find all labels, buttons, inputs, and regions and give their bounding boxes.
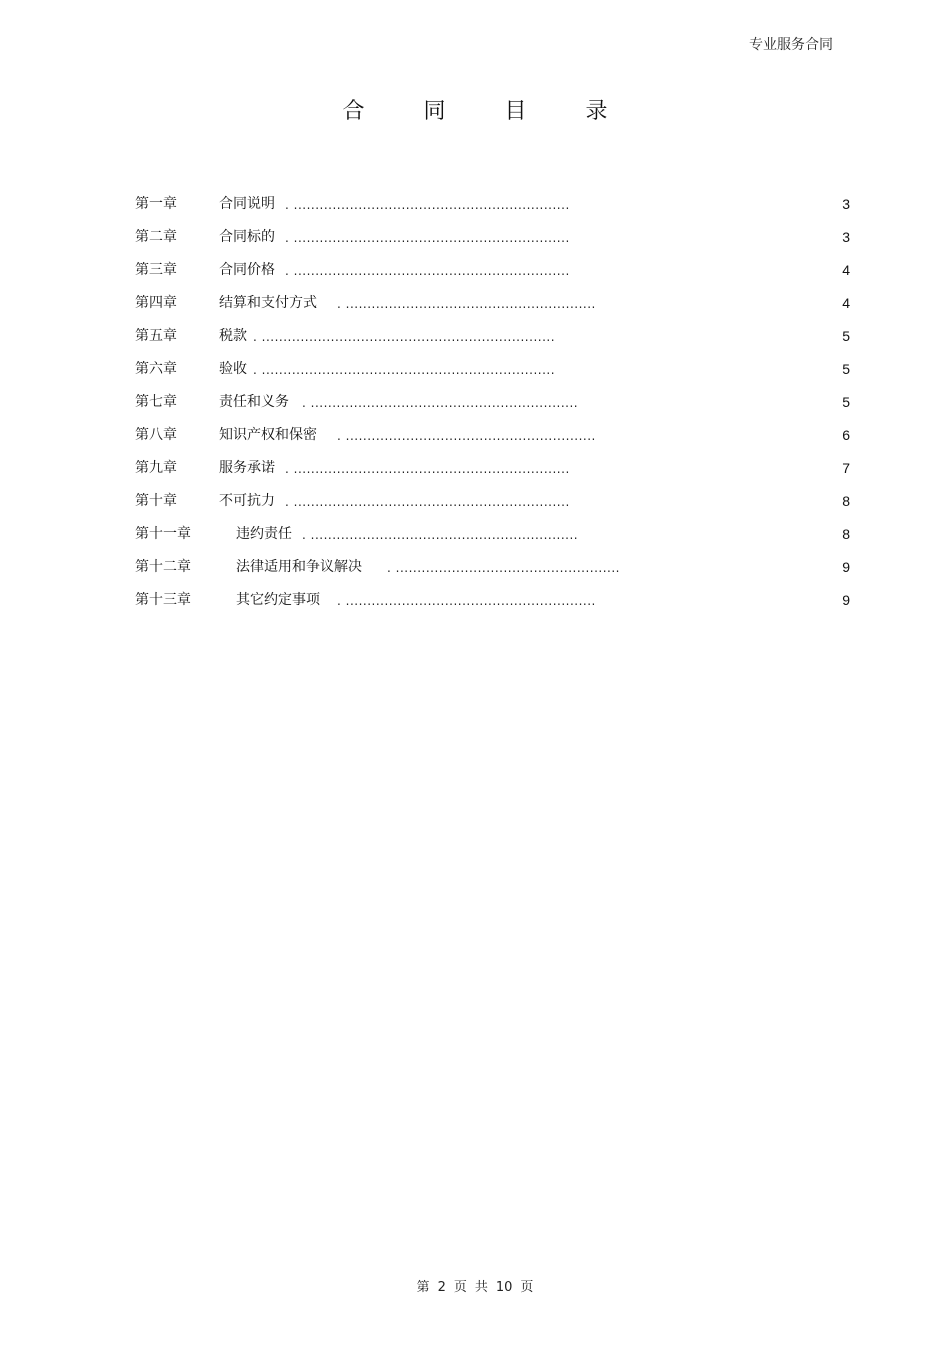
toc-chapter-number: 第六章 — [135, 361, 177, 377]
toc-entry[interactable] — [135, 388, 850, 421]
toc-entry[interactable] — [135, 487, 850, 520]
toc-leader-dots: . .......................................................... — [337, 429, 596, 443]
toc-chapter-number: 第十三章 — [135, 592, 191, 608]
toc-chapter-number: 第五章 — [135, 328, 177, 344]
toc-entry[interactable] — [135, 454, 850, 487]
toc-page-number: 5 — [842, 361, 850, 377]
toc-leader-dots: . ................................................................ — [285, 198, 570, 212]
toc-page-number: 8 — [842, 526, 850, 542]
toc-page-number: 4 — [842, 262, 850, 278]
table-of-contents — [135, 190, 850, 619]
toc-chapter-title: 结算和支付方式 — [219, 295, 317, 311]
toc-entry[interactable] — [135, 355, 850, 388]
footer-suffix: 页 — [520, 1280, 534, 1295]
toc-chapter-title: 合同标的 — [219, 229, 275, 245]
toc-entry[interactable] — [135, 256, 850, 289]
toc-entry[interactable] — [135, 553, 850, 586]
toc-chapter-number: 第八章 — [135, 427, 177, 443]
running-header: 专业服务合同 — [749, 37, 833, 53]
toc-page-number: 8 — [842, 493, 850, 509]
toc-chapter-title: 其它约定事项 — [236, 592, 320, 608]
toc-leader-dots: . .................................................... — [387, 561, 620, 575]
toc-page-number: 3 — [842, 229, 850, 245]
toc-page-number: 5 — [842, 328, 850, 344]
toc-chapter-title: 合同说明 — [219, 196, 275, 212]
toc-page-number: 9 — [842, 592, 850, 608]
page-title: 合 同 目 录 — [342, 99, 634, 124]
toc-chapter-title: 知识产权和保密 — [219, 427, 317, 443]
toc-page-number: 9 — [842, 559, 850, 575]
toc-entry[interactable] — [135, 190, 850, 223]
toc-entry[interactable] — [135, 289, 850, 322]
toc-chapter-number: 第九章 — [135, 460, 177, 476]
footer-total-word: 共 — [474, 1280, 488, 1295]
toc-page-number: 4 — [842, 295, 850, 311]
toc-leader-dots: . ................................................................ — [285, 495, 570, 509]
toc-leader-dots: . .......................................................... — [337, 297, 596, 311]
toc-chapter-title: 不可抗力 — [219, 493, 275, 509]
toc-entry[interactable] — [135, 421, 850, 454]
toc-chapter-number: 第十二章 — [135, 559, 191, 575]
toc-chapter-number: 第四章 — [135, 295, 177, 311]
toc-chapter-title: 验收 — [219, 361, 247, 377]
footer-total-pages: 10 — [495, 1280, 513, 1295]
toc-leader-dots: . .......................................................... — [337, 594, 596, 608]
toc-entry[interactable] — [135, 223, 850, 256]
toc-chapter-title: 违约责任 — [236, 526, 292, 542]
toc-leader-dots: . .................................................................... — [253, 330, 556, 344]
footer-current-page: 2 — [437, 1280, 446, 1295]
toc-chapter-title: 法律适用和争议解决 — [236, 559, 362, 575]
footer-page-word: 页 — [453, 1280, 467, 1295]
toc-chapter-number: 第十章 — [135, 493, 177, 509]
toc-chapter-title: 服务承诺 — [219, 460, 275, 476]
toc-chapter-number: 第一章 — [135, 196, 177, 212]
toc-page-number: 6 — [842, 427, 850, 443]
toc-leader-dots: . .............................................................. — [302, 528, 579, 542]
toc-entry[interactable] — [135, 586, 850, 619]
footer-prefix: 第 — [416, 1280, 430, 1295]
toc-leader-dots: . ................................................................ — [285, 462, 570, 476]
toc-chapter-number: 第七章 — [135, 394, 177, 410]
toc-chapter-number: 第二章 — [135, 229, 177, 245]
toc-leader-dots: . ................................................................ — [285, 264, 570, 278]
toc-leader-dots: . .................................................................... — [253, 363, 556, 377]
toc-page-number: 5 — [842, 394, 850, 410]
toc-chapter-title: 责任和义务 — [219, 394, 289, 410]
page-footer — [0, 1276, 950, 1295]
toc-entry[interactable] — [135, 322, 850, 355]
toc-chapter-title: 税款 — [219, 328, 247, 344]
toc-leader-dots: . .............................................................. — [302, 396, 579, 410]
toc-chapter-title: 合同价格 — [219, 262, 275, 278]
toc-page-number: 3 — [842, 196, 850, 212]
toc-leader-dots: . ................................................................ — [285, 231, 570, 245]
toc-chapter-number: 第十一章 — [135, 526, 191, 542]
toc-entry[interactable] — [135, 520, 850, 553]
toc-chapter-number: 第三章 — [135, 262, 177, 278]
toc-page-number: 7 — [842, 460, 850, 476]
